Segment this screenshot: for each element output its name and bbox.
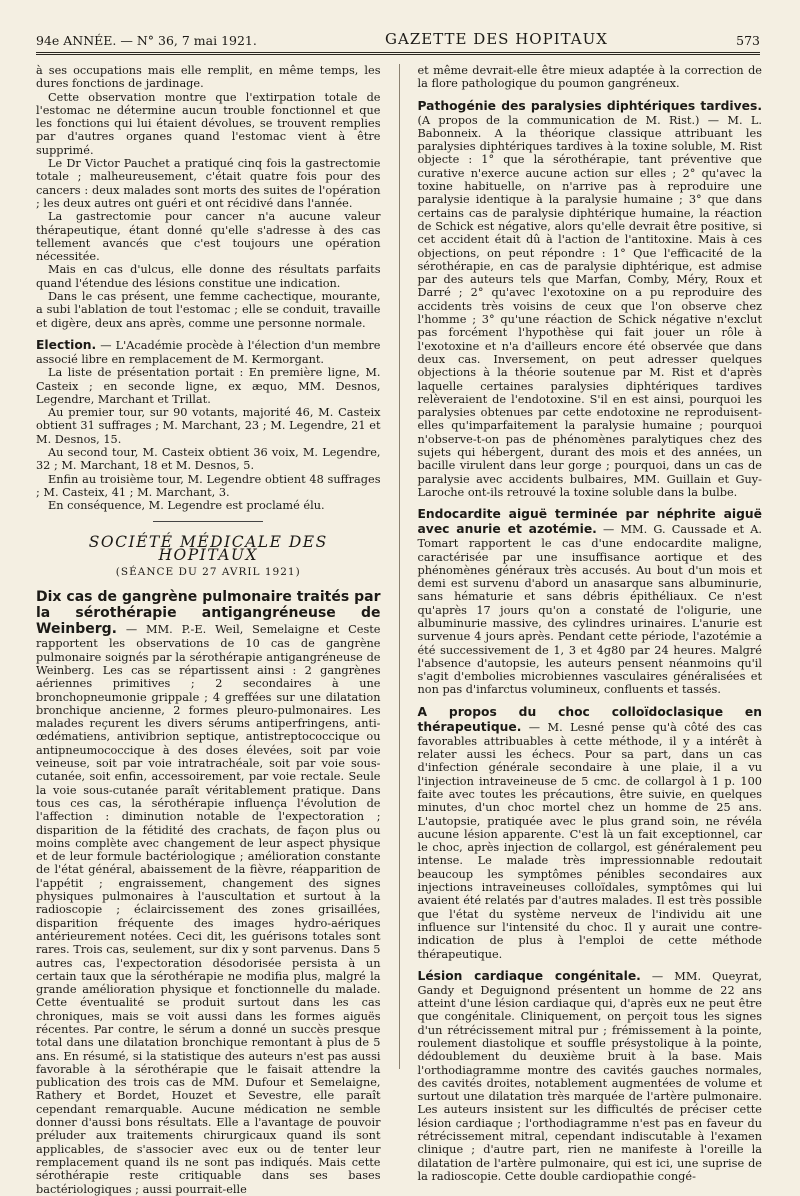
paragraph: La gastrectomie pour cancer n'a aucune valeur thérapeutique, étant donné qu'elle s'adresse à des cas tellement avancés que c'est toujours une opération nécessitée. (36, 210, 381, 264)
paragraph: à ses occupations mais elle remplit, en même temps, les dures fonctions de jardinage. (36, 64, 381, 91)
section-heading: Dix cas de gangrène pulmonaire traités par la sérothérapie antigangréneuse de Weinberg. (36, 589, 381, 638)
paragraph: Enfin au troisième tour, M. Legendre obtient 48 suffrages ; M. Casteix, 41 ; M. Marchant, 3. (36, 472, 381, 499)
paragraph: En conséquence, M. Legendre est proclamé élu. (48, 499, 325, 513)
endocarditis-section (418, 507, 763, 697)
election-section (36, 338, 381, 366)
paragraph: Cette observation montre que l'extirpation totale de l'estomac ne détermine aucun trouble fonctionnel et que les fonctions qui lui étaient dévolues, se trouvent remplies par d'autres organes quand l'estomac vient à être supprimé. (36, 90, 381, 157)
section-heading: A propos du choc colloïdoclasique en thérapeutique. (417, 704, 762, 734)
section-body: (A propos de la communication de M. Rist.) — M. L. Babonneix. A la théorique classique attribuant les paralysies diphtériques tardives à la toxine soluble, M. Rist objecte : 1° que la sérothérapie, tant préventive que curative n'exerce aucune action sur elles ; 2° qu'avec la toxine habituelle, on n'arrive pas à reproduire une paralysie identique à la paralysie humaine ; 3° que dans certains cas de paralysie diphtérique humaine, la réaction de Schick est négative, alors qu'elle devrait être positive, si cet accident était dû à l'action de l'antitoxine. Mais à ces objections, on peut répondre : 1° Que l'efficacité de la sérothérapie, en cas de paralysie diphtérique, est admise par des auteurs tels que Marfan, Comby, Méry, Roux et Darré ; 2° qu'avec l'exotoxine on a pu reproduire des accidents très voisins de ceux que l'on observe chez l'homme ; 3° qu'une réaction de Schick négative n'exclut pas forcément l'hypothèse qui fait jouer un rôle à l'exotoxine et n'a d'ailleurs encore été observée que dans deux cas. Inversement, on peut adresser quelques objections à la théorie soutenue par M. Rist et d'après laquelle certaines paralysies diphtériques tardives relèveraient de l'endotoxine. S'il en est ainsi, pourquoi les paralysies obtenues par cette endotoxine ne reproduisent-elles qu'imparfaitement la paralysie humaine ; pourquoi n'observe-t-on pas de phénomènes paralytiques chez des sujets qui hébergent, durant des mois et des années, un bacille virulent dans leur gorge ; pourquoi, dans un cas de paralysie avec accidents bulbaires, MM. Guillain et Guy-Laroche ont-ils retrouvé la toxine soluble dans la bulbe. (417, 113, 762, 499)
paragraph: La liste de présentation portait : En première ligne, M. Casteix ; en seconde ligne, ex æquo, MM. Desnos, Legendre, Marchant et Trillat. (36, 366, 381, 406)
session-date: (SÉANCE DU 27 AVRIL 1921) (115, 566, 301, 579)
cardiac-lesion-section (418, 969, 763, 1183)
paragraph: Au premier tour, sur 90 votants, majorité 46, M. Casteix obtient 31 suffrages ; M. Marchant, 23 ; M. Legendre, 21 et M. Desnos, 15. (36, 406, 381, 446)
left-column (36, 64, 381, 1196)
society-heading: SOCIÉTÉ MÉDICALE DES HOPITAUX (88, 532, 328, 564)
section-heading: Election. (36, 337, 97, 352)
page-header (36, 22, 760, 55)
paragraph: Mais en cas d'ulcus, elle donne des résultats parfaits quand l'étendue des lésions constitue une indication. (36, 263, 381, 290)
page-number: 573 (736, 33, 760, 48)
section-body: — L'Académie procède à l'élection d'un membre associé libre en remplacement de M. Kermorgant. (36, 338, 381, 366)
section-body: — M. Lesné pense qu'à côté des cas favorables attribuables à cette méthode, il y a intérêt à relater aussi les échecs. Pour sa part, dans un cas d'infection générale secondaire à une plaie, il a vu l'injection intraveineuse de 5 cmc. de collargol à 1 p. 100 faite avec toutes les précautions, être suivie, en quelques minutes, d'un choc mortel chez un homme de 25 ans. L'autopsie, pratiquée avec le plus grand soin, ne révéla aucune lésion apparente. C'est là un fait exceptionnel, car le choc, après injection de collargol, est généralement peu intense. Le malade très impressionnable redoutait beaucoup les symptômes pénibles secondaires aux injections intraveineuses colloïdales, symptômes qui lui avaient été relatés par d'autres malades. Il est très possible que l'état du système nerveux de l'individu ait une influence sur l'intensité du choc. Il y aurait une contre-indication de plus à l'emploi de cette méthode thérapeutique. (417, 720, 762, 961)
paralysis-section (418, 99, 763, 500)
issue-info: 94e ANNÉE. — N° 36, 7 mai 1921. (36, 33, 257, 48)
paragraph: Le Dr Victor Pauchet a pratiqué cinq fois la gastrectomie totale ; malheureusement, c'était quatre fois pour des cancers : deux malades sont morts des suites de l'opération ; les deux autres ont guéri et ont récidivé dans l'année. (36, 157, 381, 210)
right-column (417, 64, 763, 1183)
paragraph: Dans le cas présent, une femme cachectique, mourante, a subi l'ablation de tout l'estomac ; elle se conduit, travaille et digère, deux ans après, comme une personne normale. (36, 290, 381, 330)
colloid-shock-section (418, 705, 763, 961)
text-columns (36, 64, 762, 1196)
section-heading: Pathogénie des paralysies diphtériques tardives. (417, 98, 762, 113)
journal-title: GAZETTE DES HOPITAUX (385, 30, 608, 48)
paragraph: Au second tour, M. Casteix obtient 36 voix, M. Legendre, 32 ; M. Marchant, 18 et M. Desnos, 5. (36, 446, 381, 473)
section-heading: Lésion cardiaque congénitale. (417, 968, 641, 983)
section-body: — MM. Queyrat, Gandy et Deguignond présentent un homme de 22 ans atteint d'une lésion cardiaque qui, d'après eux ne peut être que congénitale. Cliniquement, on perçoit tous les signes d'un rétrécissement mitral pur ; frémissement à la pointe, roulement diastolique et souffle présystolique à la pointe, dédoublement du deuxième bruit à la base. Mais l'orthodiagramme montre des cavités gauches normales, des cavités droites, notablement augmentées de volume et surtout une dilatation très marquée de l'artère pulmonaire. Les auteurs insistent sur les difficultés de préciser cette lésion cardiaque ; l'orthodiagramme n'est pas en faveur du rétrécissement mitral, cependant indiscutable à l'examen clinique ; d'autre part, rien ne manifeste à l'oreille la dilatation de l'artère pulmonaire, qui est ici, une suprise de la radioscopie. Cette double cardiopathie congé- (417, 969, 762, 1183)
paragraph: et même devrait-elle être mieux adaptée à la correction de la flore pathologique du poumon gangréneux. (417, 64, 762, 91)
section-body: — MM. P.-E. Weil, Semelaigne et Ceste rapportent les observations de 10 cas de gangrène pulmonaire soignés par la sérothérapie antigangréneuse de Weinberg. Les cas se répartissent ainsi : 2 gangrènes aériennes primitives ; 2 secondaires à une bronchopneumonie grippale ; 4 greffées sur une dilatation bronchique ancienne, 2 formes pleuro-pulmonaires. Les malades reçurent les divers sérums antiperfringens, anti-œdématiens, antivibrion septique, antistreptococcique ou antipneumococcique à des doses élevées, soit par voie veineuse, soit par voie intratrachéale, soit par voie sous-cutanée, soit enfin, accessoirement, par voie rectale. Seule la voie sous-cutanée paraît véritablement pratique. Dans tous ces cas, la sérothérapie influença l'évolution de l'affection : diminution notable de l'expectoration ; disparition de la fétidité des crachats, de façon plus ou moins complète avec changement de leur aspect physique et de leur formule bactériologique ; amélioration constante de l'état général, abaissement de la fièvre, réapparition de l'appétit ; engraissement, changement des signes physiques pulmonaires à l'auscultation et surtout à la radioscopie ; éclaircissement des zones grisaillées, disparition fréquente des images hydro-aériques antérieurement notées. Ceci dit, les guérisons totales sont rares. Trois cas, seulement, sur dix y sont parvenus. Dans 5 autres cas, l'expectoration désodorisée persista à un certain taux que la sérothérapie ne modifia plus, malgré la grande amélioration physique et fonctionnelle du malade. Cette éventualité se produit surtout dans les cas chroniques, mais se voit aussi dans les formes aiguës récentes. Par contre, le sérum a donné un succès presque total dans une dilatation bronchique remontant à plus de 5 ans. En résumé, si la statistique des auteurs n'est pas aussi favorable à la sérothérapie que le faisait attendre la publication des trois cas de MM. Dufour et Semelaigne, Rathery et Bordet, Houzet et Sevestre, elle paraît cependant remarquable. Aucune médication ne semble donner d'aussi bons résultats. Elle a l'avantage de pouvoir préluder aux traitements chirurgicaux quand ils sont applicables, de s'associer avec eux ou de tenter leur remplacement quand ils ne sont pas indiqués. Mais cette sérothérapie reste critiquable dans ses bases bactériologiques ; aussi pourrait-elle (36, 623, 381, 1196)
divider-rule (153, 521, 263, 522)
column-divider (399, 64, 400, 1069)
section-heading: Endocardite aiguë terminée par néphrite aiguë avec anurie et azotémie. (417, 507, 762, 537)
section-body: — MM. G. Caussade et A. Tomart rapportent le cas d'une endocardite maligne, caractérisée par une insuffisance aortique et des phénomènes généraux très accusés. Au bout d'un mois et demi est survenu d'abord un anasarque sans albuminurie, sans hématurie et sans débris épithéliaux. Ce n'est qu'après 17 jours qu'on a constaté de l'oligurie, une albuminurie massive, des cylindres urinaires. L'anurie est survenue 4 jours après. Pendant cette période, l'azotémie a été successivement de 1, 3 et 4g80 par 24 heures. Malgré l'absence d'autopsie, les auteurs pensent néanmoins qu'il s'agit d'embolies microbiennes vasculaires généralisées et non pas d'infarctus volumineux, confluents et tassés. (417, 523, 762, 697)
gangrene-section (36, 589, 381, 1195)
